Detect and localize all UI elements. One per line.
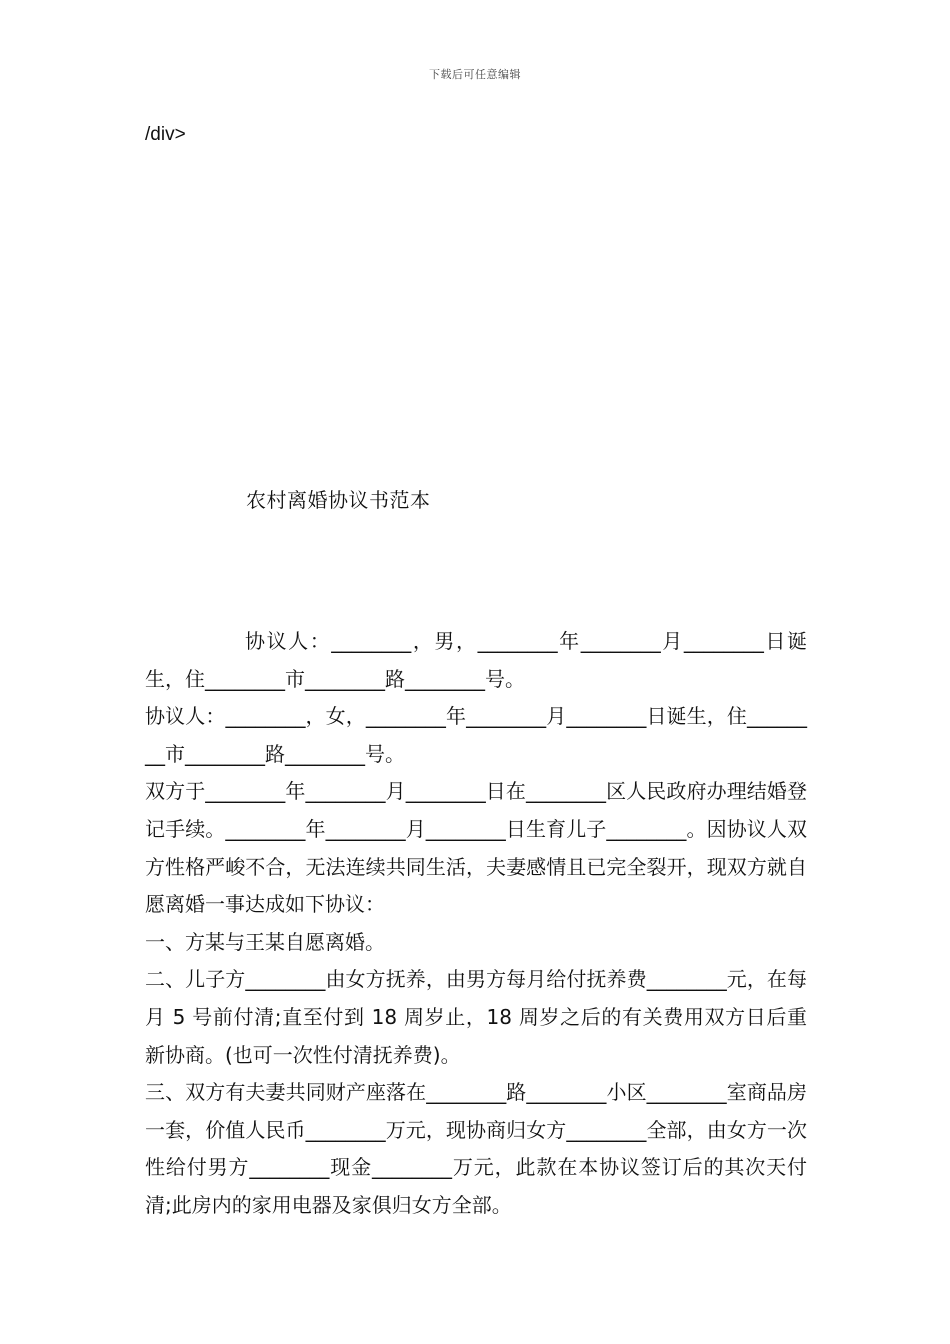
paragraph-marriage-background: 双方于________年________月________日在________区人民政府办理结婚登记手续。________年________月________日生育儿子________。因协议人双方性格严峻不合，无法连续共同生活，夫妻感情且已完全裂开，现双方就自愿离婚一事达成如下协议： — [145, 779, 807, 917]
page-header-note: 下载后可任意编辑 — [429, 68, 521, 81]
paragraph-party-female: 协议人：________，女，________年________月________日诞生，住________市________路________号。 — [145, 704, 807, 766]
stray-markup-text: /div> — [145, 124, 186, 145]
document-title: 农村离婚协议书范本 — [246, 488, 431, 512]
paragraph-clause-3: 三、双方有夫妻共同财产座落在________路________小区________室商品房一套，价值人民币________万元，现协商归女方________全部，由女方一次性给付男方________现金________万元，此款在本协议签订后的其次天付清;此房内的家用电器及家俱归女方全部。 — [145, 1080, 807, 1217]
paragraph-clause-2: 二、儿子方________由女方抚养，由男方每月给付抚养费________元，在每月 5 号前付清;直至付到 18 周岁止，18 周岁之后的有关费用双方日后重新协商。(也可一次性付清抚养费)。 — [145, 967, 807, 1067]
paragraph-party-male: 协议人：________，男，________年________月________日诞生，住________市________路________号。 — [145, 629, 807, 691]
document-body — [145, 623, 807, 1225]
paragraph-clause-1: 一、方某与王某自愿离婚。 — [145, 929, 385, 954]
